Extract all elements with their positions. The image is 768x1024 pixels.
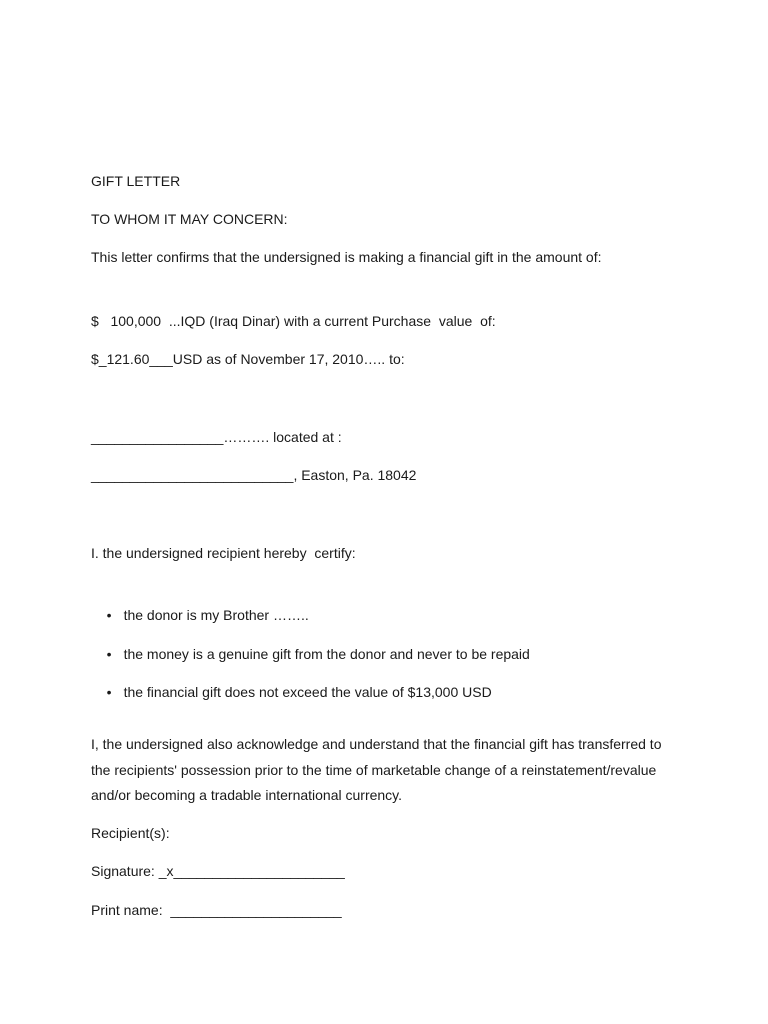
signature-line: Signature: _x______________________ [91,863,345,879]
bullet-icon: • [106,607,112,623]
acknowledgement-paragraph: I, the undersigned also acknowledge and understand that the financial gift has transferred to the recipients' possession prior to the time of marketable change of a reinstatement/revalue and/or becoming a tradable international currency. [91,736,662,803]
bullet-text: the financial gift does not exceed the value of $13,000 USD [123,684,492,700]
bullet-text: the money is a genuine gift from the donor and never to be repaid [123,646,530,662]
letter-title: GIFT LETTER [91,173,181,189]
bullet-text: the donor is my Brother …….. [123,607,309,623]
certify-intro: I. the undersigned recipient hereby certify: [91,545,356,561]
print-name-line: Print name: ______________________ [91,902,342,918]
bullet-item-value-limit [91,655,492,730]
recipients-label: Recipient(s): [91,825,170,841]
address-line: __________________________, Easton, Pa. 18042 [91,467,417,483]
value-line: $_121.60___USD as of November 17, 2010….. to: [91,351,405,367]
bullet-icon: • [106,684,112,700]
bullet-icon: • [106,646,112,662]
intro-paragraph: This letter confirms that the undersigned is making a financial gift in the amount of: [91,249,602,265]
amount-line: $ 100,000 ...IQD (Iraq Dinar) with a current Purchase value of: [91,313,496,329]
salutation: TO WHOM IT MAY CONCERN: [91,211,288,227]
recipient-line: _________________………. located at : [91,429,342,445]
